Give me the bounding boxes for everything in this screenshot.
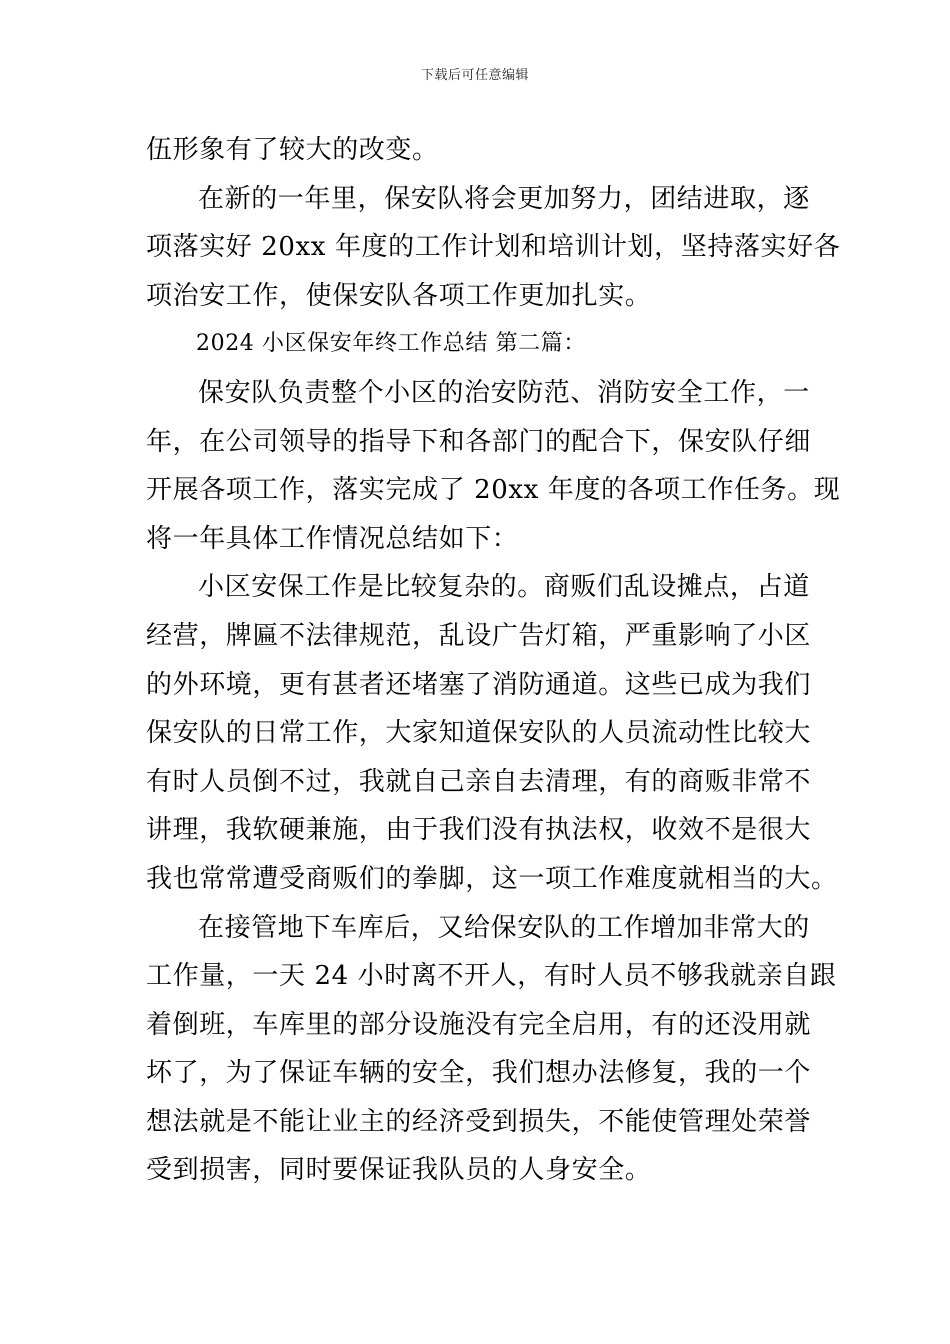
text-line: 受到损害，同时要保证我队员的人身安全。 <box>146 1155 652 1186</box>
text-line: 工作量，一天 24 小时离不开人，有时人员不够我就亲自跟 <box>146 961 837 992</box>
paragraph-start-line: 保安队负责整个小区的治安防范、消防安全工作，一 <box>198 377 810 408</box>
text-line: 项落实好 20xx 年度的工作计划和培训计划，坚持落实好各 <box>146 232 841 263</box>
text-line: 着倒班，车库里的部分设施没有完全启用，有的还没用就 <box>146 1009 812 1040</box>
text-line: 讲理，我软硬兼施，由于我们没有执法权，收效不是很大 <box>146 815 812 846</box>
section-heading: 2024 小区保安年终工作总结 第二篇： <box>196 331 586 357</box>
text-line: 想法就是不能让业主的经济受到损失，不能使管理处荣誉 <box>146 1106 812 1137</box>
text-line: 开展各项工作，落实完成了 20xx 年度的各项工作任务。现 <box>146 475 841 506</box>
text-line: 将一年具体工作情况总结如下： <box>146 523 519 554</box>
text-line: 有时人员倒不过，我就自己亲自去清理，有的商贩非常不 <box>146 766 812 797</box>
text-line: 的外环境，更有甚者还堵塞了消防通道。这些已成为我们 <box>146 669 812 700</box>
text-line: 项治安工作，使保安队各项工作更加扎实。 <box>146 280 652 311</box>
paragraph-start-line: 小区安保工作是比较复杂的。商贩们乱设摊点，占道 <box>198 572 810 603</box>
paragraph-start-line: 在接管地下车库后，又给保安队的工作增加非常大的 <box>198 912 810 943</box>
text-line: 年，在公司领导的指导下和各部门的配合下，保安队仔细 <box>146 426 812 457</box>
text-line: 经营，牌匾不法律规范，乱设广告灯箱，严重影响了小区 <box>146 620 812 651</box>
text-line: 伍形象有了较大的改变。 <box>146 135 439 165</box>
document-body <box>146 126 841 1195</box>
page-header-note: 下载后可任意编辑 <box>420 68 529 83</box>
paragraph-start-line: 在新的一年里，保安队将会更加努力，团结进取，逐 <box>198 183 810 214</box>
text-line: 保安队的日常工作，大家知道保安队的人员流动性比较大 <box>146 718 812 749</box>
text-line: 坏了，为了保证车辆的安全，我们想办法修复，我的一个 <box>146 1058 812 1089</box>
text-line: 我也常常遭受商贩们的拳脚，这一项工作难度就相当的大。 <box>146 863 838 894</box>
